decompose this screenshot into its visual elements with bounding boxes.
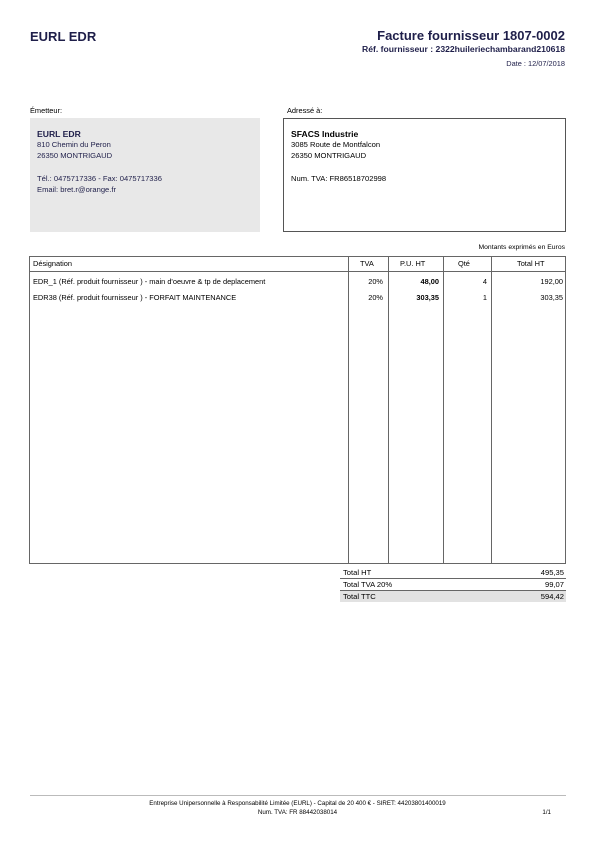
- row-2-tva: 20%: [368, 293, 383, 302]
- column-header-designation: Désignation: [33, 259, 73, 268]
- total-ttc-row: [340, 591, 566, 602]
- column-header-total-ht: Total HT: [517, 259, 545, 268]
- row-1-designation: EDR_1 (Réf. produit fournisseur ) - main d'oeuvre & tp de deplacement: [33, 277, 266, 286]
- recipient-address-line2: 26350 MONTRIGAUD: [291, 151, 367, 160]
- issuer-phone-fax: Tél.: 0475717336 - Fax: 0475717336: [37, 174, 162, 183]
- total-ttc-value: 594,42: [540, 592, 564, 601]
- header-divider: [30, 271, 565, 272]
- items-table: [29, 256, 566, 564]
- company-name: EURL EDR: [30, 29, 97, 44]
- row-1-unit-price: 48,00: [420, 277, 439, 286]
- currency-note: Montants exprimés en Euros: [478, 244, 565, 251]
- totals-block: [340, 567, 566, 602]
- column-divider: [443, 257, 444, 563]
- row-2-unit-price: 303,35: [416, 293, 439, 302]
- footer-vat-number: Num. TVA: FR 88442038014: [257, 809, 338, 816]
- row-2-quantity: 1: [482, 293, 487, 302]
- total-ht-label: Total HT: [343, 568, 372, 577]
- row-1-total-ht: 192,00: [540, 277, 563, 286]
- invoice-date: Date : 12/07/2018: [506, 59, 565, 68]
- recipient-label: Adressé à:: [287, 106, 323, 115]
- issuer-email[interactable]: Email: bret.r@orange.fr: [37, 185, 117, 194]
- total-tva-row: [340, 579, 566, 591]
- issuer-address-line1: 810 Chemin du Peron: [37, 140, 111, 149]
- total-tva-value: 99,07: [544, 580, 564, 589]
- total-ht-row: [340, 567, 566, 579]
- column-header-quantity: Qté: [458, 259, 470, 268]
- recipient-vat-number: Num. TVA: FR86518702998: [291, 174, 387, 183]
- recipient-address-line1: 3085 Route de Montfalcon: [291, 140, 381, 149]
- column-divider: [388, 257, 389, 563]
- issuer-box: [30, 118, 260, 232]
- total-ttc-label: Total TTC: [343, 592, 376, 601]
- column-header-unit-price: P.U. HT: [400, 259, 426, 268]
- column-divider: [348, 257, 349, 563]
- issuer-label: Émetteur:: [30, 106, 63, 115]
- column-header-tva: TVA: [360, 259, 374, 268]
- recipient-box: [283, 118, 566, 232]
- footer-divider: [30, 795, 566, 796]
- row-1-quantity: 4: [482, 277, 487, 286]
- row-1-tva: 20%: [368, 277, 383, 286]
- total-ht-value: 495,35: [540, 568, 564, 577]
- issuer-address-line2: 26350 MONTRIGAUD: [37, 151, 113, 160]
- total-tva-label: Total TVA 20%: [343, 580, 393, 589]
- row-2-total-ht: 303,35: [540, 293, 563, 302]
- footer-company-info: Entreprise Unipersonnelle à Responsabilité Limitée (EURL) - Capital de 20 400 € - SIRET: 44203801400019: [149, 800, 446, 807]
- column-divider: [491, 257, 492, 563]
- recipient-name: SFACS Industrie: [291, 129, 359, 139]
- row-2-designation: EDR38 (Réf. produit fournisseur ) - FORFAIT MAINTENANCE: [33, 293, 237, 302]
- supplier-reference: Réf. fournisseur : 2322huileriechambarand210618: [362, 44, 565, 54]
- issuer-name: EURL EDR: [37, 129, 81, 139]
- page-number: 1/1: [542, 809, 551, 816]
- invoice-title: Facture fournisseur 1807-0002: [377, 28, 565, 43]
